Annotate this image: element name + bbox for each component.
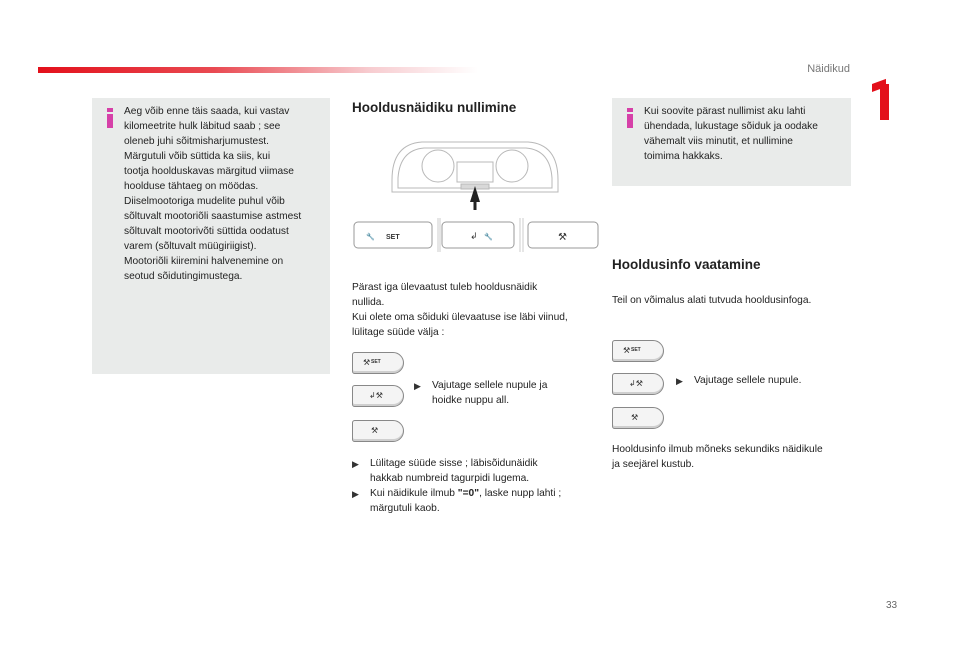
wrench-icon: ⚒ (631, 413, 639, 422)
page-number: 33 (886, 600, 898, 611)
reset-intro-text: Pärast iga ülevaatust tuleb hooldusnäidik nullida. Kui olete oma sõiduki ülevaatuse ise läbi viinud, lülitage süüde välja : (352, 282, 568, 338)
reset-step-3-text: Kui näidikule ilmub "=0", laske nupp lahti ; märgutuli kaob. (370, 488, 562, 514)
wrench-icon: 🔧 (366, 234, 375, 241)
wrench-icon: ⚒ (558, 232, 567, 243)
reset-step-1 (414, 378, 594, 408)
chapter-marker (872, 84, 894, 120)
note-box-right (612, 98, 851, 186)
diagram-set-label: SET (386, 234, 400, 241)
note-left-text: Aeg võib enne täis saada, kui vastav kilomeetrite hulk läbitud saab ; see oleneb juhi sõitmisharjumustest. Märgutuli võib süttida ka siis, kui tootja hoolduskavas märgitud viimase hoolduse tähtaeg on möödas. Diiselmootoriga mudelite puhul võib sõltuvalt mootoriõli saastumise astmest sõltuvalt mootorivõti süttida oodatust varem (sõltuvalt müügiriigist). Mootoriõli kiiremini halvenemine on seotud sõidutingimustega. (124, 106, 302, 282)
set-button-illustration (612, 340, 664, 362)
bullet-arrow-icon: ▶ (414, 381, 421, 391)
reset-step-2 (352, 456, 602, 486)
wrench-icon: ⚒ (623, 346, 631, 355)
section-title: Näidikud (807, 63, 850, 75)
wrench-icon: 🔧 (484, 233, 493, 241)
chapter-marker-stem (880, 84, 889, 120)
wrench-button-illustration (352, 420, 404, 442)
set-button-label: SET (631, 347, 641, 353)
bullet-arrow-icon: ▶ (352, 489, 359, 499)
pointer-arrow-icon (470, 186, 480, 210)
return-button-illustration (612, 373, 664, 395)
wrench-icon: ⚒ (371, 426, 379, 435)
view-step-1-text: Vajutage sellele nupule. (694, 375, 802, 386)
return-arrow-icon: ↲⚒ (369, 391, 383, 400)
view-step-1 (676, 373, 851, 389)
note-box-left (92, 98, 330, 374)
info-icon (626, 108, 634, 128)
instrument-cluster-outline (392, 142, 558, 192)
return-arrow-icon: ↲⚒ (629, 379, 643, 388)
bullet-arrow-icon: ▶ (676, 376, 683, 386)
view-section-title: Hooldusinfo vaatamine (612, 257, 761, 272)
bullet-arrow-icon: ▶ (352, 459, 359, 469)
reset-step-2-text: Lülitage süüde sisse ; läbisõidunäidik hakkab numbreid tagurpidi lugema. (370, 458, 538, 484)
header-accent-bar (38, 67, 478, 73)
note-right-text: Kui soovite pärast nullimist aku lahti ühendada, lukustage sõiduk ja oodake vähemalt viis minutit, et nullimine toimima hakkaks. (644, 106, 818, 162)
view-outro-text: Hooldusinfo ilmub mõneks sekundiks näidikule ja seejärel kustub. (612, 444, 823, 470)
return-button-illustration (352, 385, 404, 407)
reset-step-1-text: Vajutage sellele nupule ja hoidke nuppu all. (432, 380, 548, 406)
dashboard-diagram (350, 136, 602, 252)
wrench-button-illustration (612, 407, 664, 429)
reset-section-title: Hooldusnäidiku nullimine (352, 100, 517, 115)
set-button-illustration (352, 352, 404, 374)
reset-step-3 (352, 486, 602, 516)
view-intro-text: Teil on võimalus alati tutvuda hooldusinfoga. (612, 295, 812, 306)
return-arrow-icon: ↲ (470, 232, 478, 242)
info-icon (106, 108, 114, 128)
set-button-label: SET (371, 359, 381, 365)
wrench-icon: ⚒ (363, 358, 371, 367)
